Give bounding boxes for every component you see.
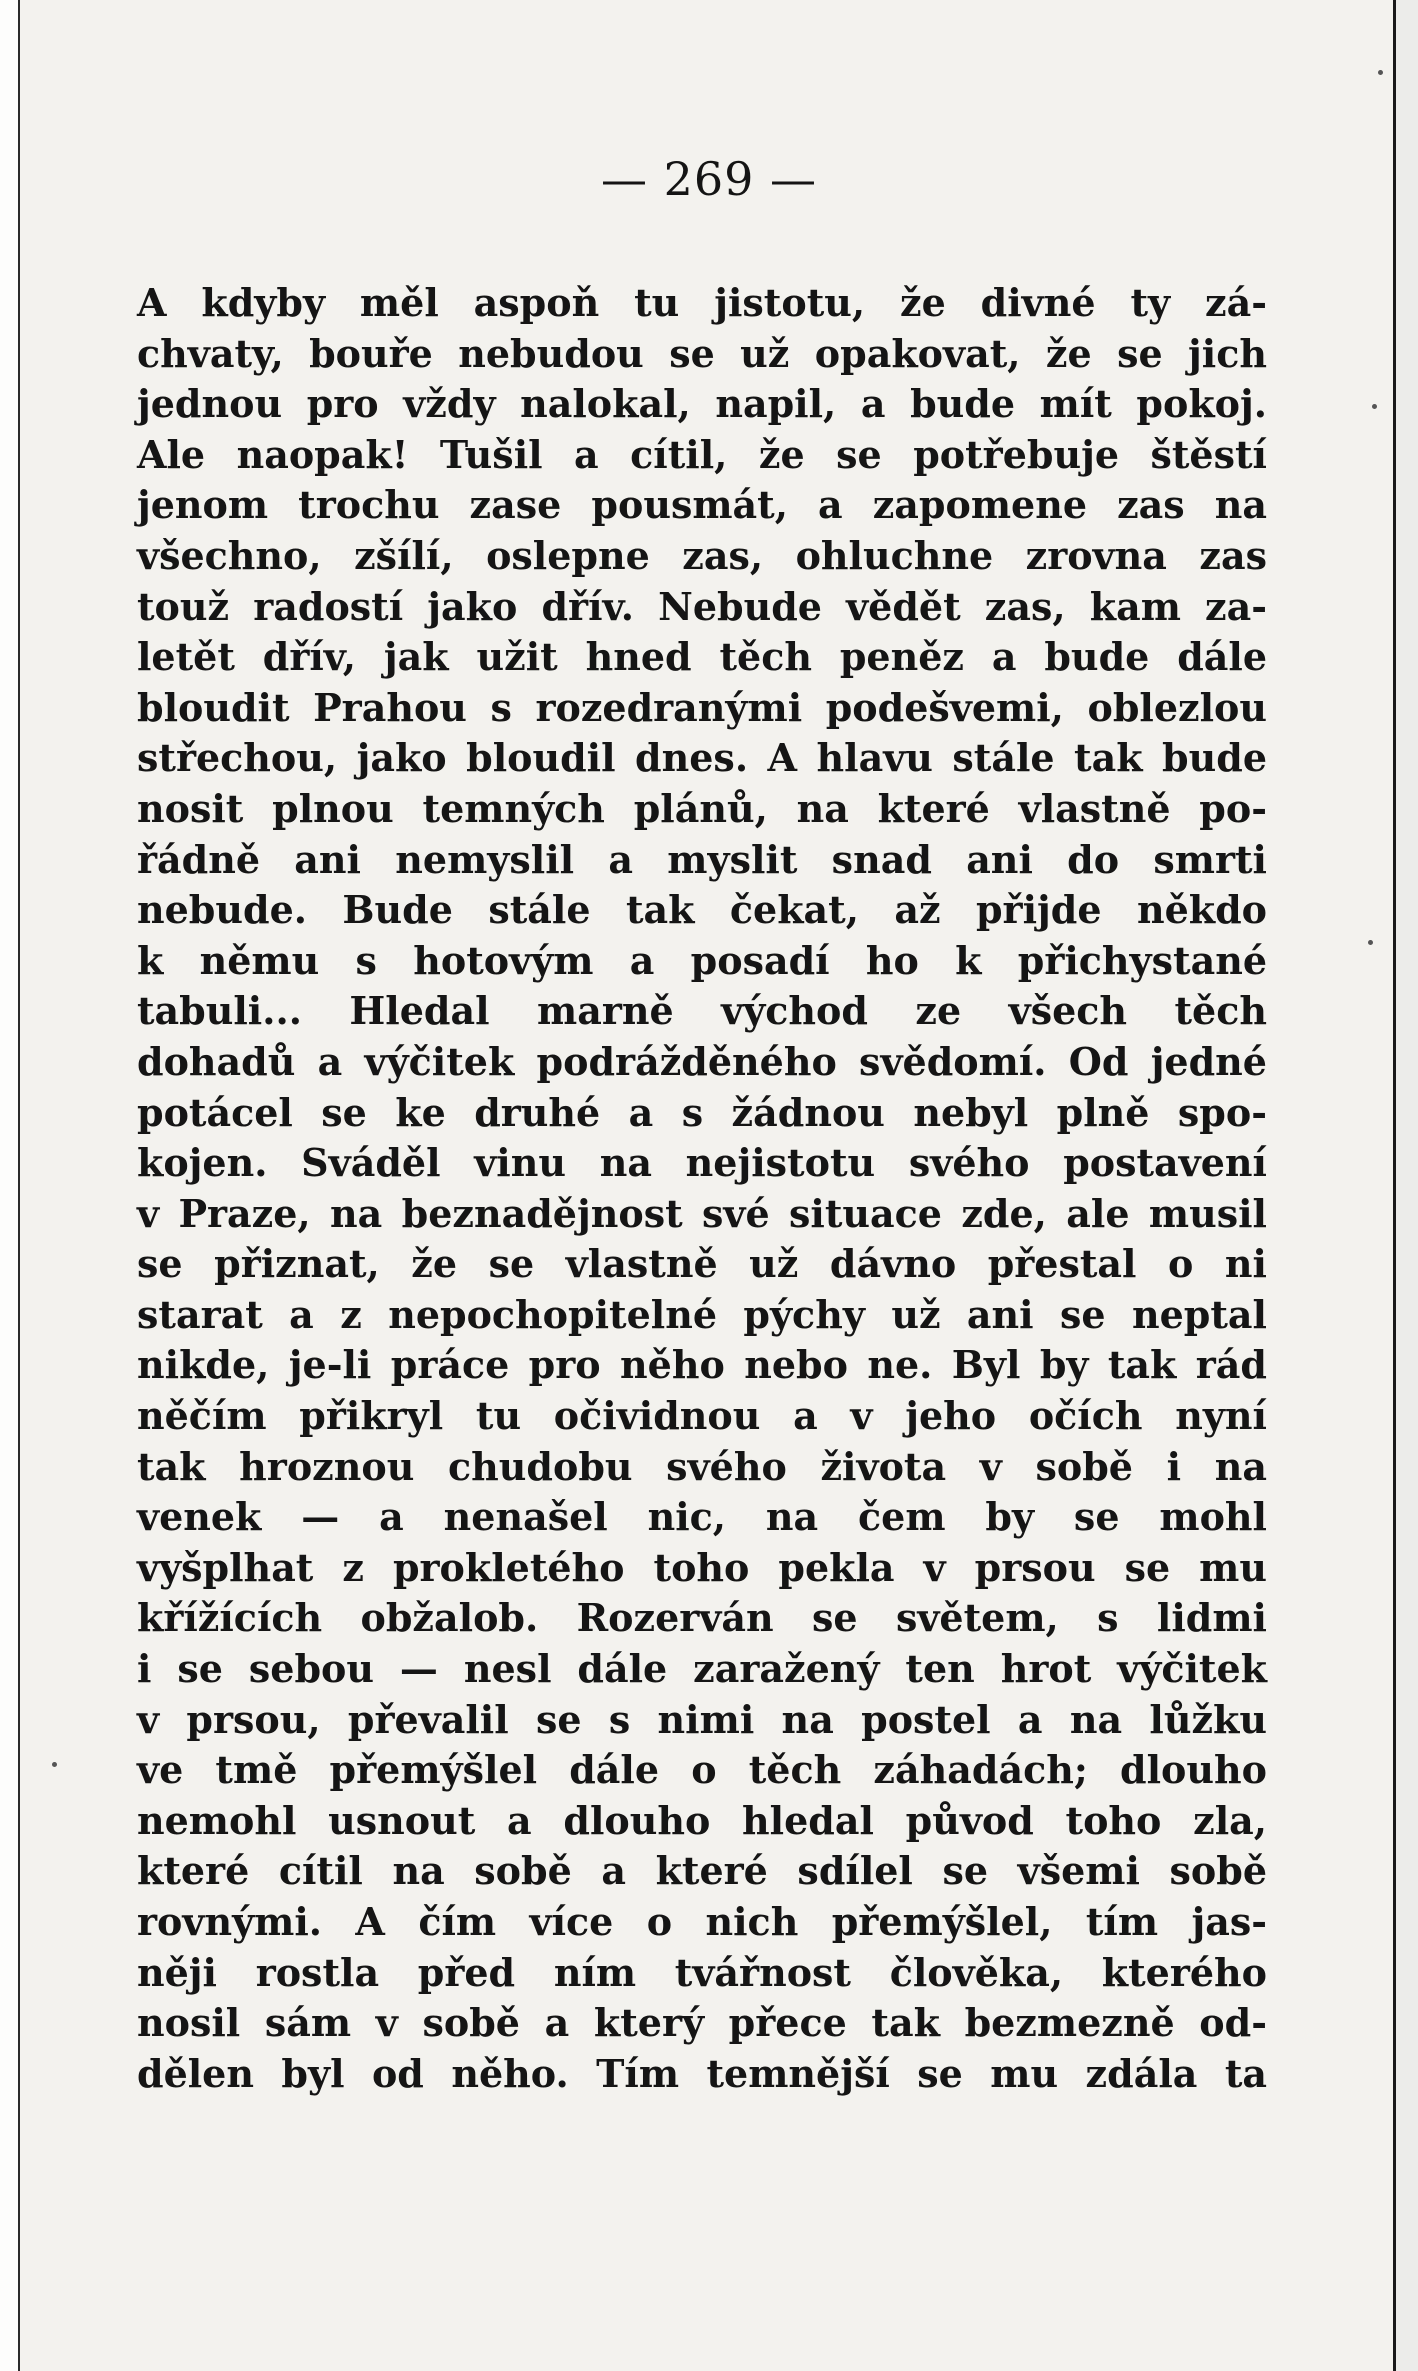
text-line: Ale naopak! Tušil a cítil, že se potřebuje štěstí (137, 431, 1267, 477)
scan-speck (1368, 940, 1373, 945)
scan-speck (1378, 70, 1383, 75)
text-line: A kdyby měl aspoň tu jistotu, že divné ty zá- (137, 280, 1267, 325)
text-line: starat a z nepochopitelné pýchy už ani se neptal (137, 1291, 1267, 1337)
text-line: se přiznat, že se vlastně už dávno přestal o ni (137, 1241, 1267, 1287)
text-line: řádně ani nemyslil a myslit snad ani do smrti (137, 836, 1267, 882)
text-line: touž radostí jako dřív. Nebude vědět zas, kam za- (137, 583, 1267, 629)
text-line: tak hroznou chudobu svého života v sobě i na (137, 1443, 1267, 1489)
text-line: chvaty, bouře nebudou se už opakovat, že se jich (137, 330, 1267, 376)
text-line: střechou, jako bloudil dnes. A hlavu stále tak bude (137, 735, 1267, 781)
text-line: bloudit Prahou s rozedranými podešvemi, oblezlou (137, 684, 1267, 730)
scan-speck (52, 1762, 57, 1767)
text-line: nemohl usnout a dlouho hledal původ toho zla, (137, 1797, 1267, 1843)
text-line: vyšplhat z prokletého toho pekla v prsou se mu (137, 1544, 1267, 1590)
text-line: potácel se ke druhé a s žádnou nebyl plně spo- (137, 1089, 1267, 1135)
scan-right-edge (1393, 0, 1418, 2371)
text-line: nikde, je-li práce pro něho nebo ne. Byl by tak rád (137, 1342, 1267, 1388)
text-line: dohadů a výčitek podrážděného svědomí. Od jedné (137, 1038, 1267, 1084)
page-number: — 269 — (600, 152, 818, 206)
text-line: letět dřív, jak užit hned těch peněz a bude dále (137, 634, 1267, 680)
text-line: jednou pro vždy nalokal, napil, a bude mít pokoj. (137, 381, 1267, 427)
text-line: rovnými. A čím více o nich přemýšlel, tím jas- (137, 1899, 1267, 1944)
text-line: kojen. Sváděl vinu na nejistotu svého postavení (137, 1140, 1267, 1186)
text-line: ve tmě přemýšlel dále o těch záhadách; dlouho (137, 1747, 1267, 1793)
text-line: i se sebou — nesl dále zaražený ten hrot výčitek (137, 1646, 1267, 1692)
text-line: nebude. Bude stále tak čekat, až přijde někdo (137, 887, 1267, 933)
text-line: nosil sám v sobě a který přece tak bezmezně od- (137, 2000, 1267, 2046)
text-line: tabuli... Hledal marně východ ze všech těch (137, 988, 1267, 1034)
scan-left-edge (0, 0, 20, 2371)
text-line: něji rostla před ním tvářnost člověka, kterého (137, 1949, 1267, 1995)
text-line: venek — a nenašel nic, na čem by se mohl (137, 1494, 1267, 1540)
text-line: jenom trochu zase pousmát, a zapomene zas na (137, 482, 1267, 528)
body-text (137, 278, 1267, 2099)
text-line: všechno, zšílí, oslepne zas, ohluchne zrovna zas (137, 532, 1267, 578)
text-line: nosit plnou temných plánů, na které vlastně po- (137, 785, 1267, 831)
text-line: v Praze, na beznadějnost své situace zde, ale musil (137, 1190, 1267, 1236)
scan-speck (1372, 404, 1377, 409)
text-line: křížících obžalob. Rozerván se světem, s lidmi (137, 1595, 1267, 1641)
text-line: které cítil na sobě a které sdílel se všemi sobě (137, 1848, 1267, 1894)
text-line: v prsou, převalil se s nimi na postel a na lůžku (137, 1696, 1267, 1742)
text-line: dělen byl od něho. Tím temnější se mu zdála ta (137, 2050, 1267, 2096)
text-line: něčím přikryl tu očividnou a v jeho očích nyní (137, 1393, 1267, 1439)
text-line: k němu s hotovým a posadí ho k přichystané (137, 937, 1267, 983)
